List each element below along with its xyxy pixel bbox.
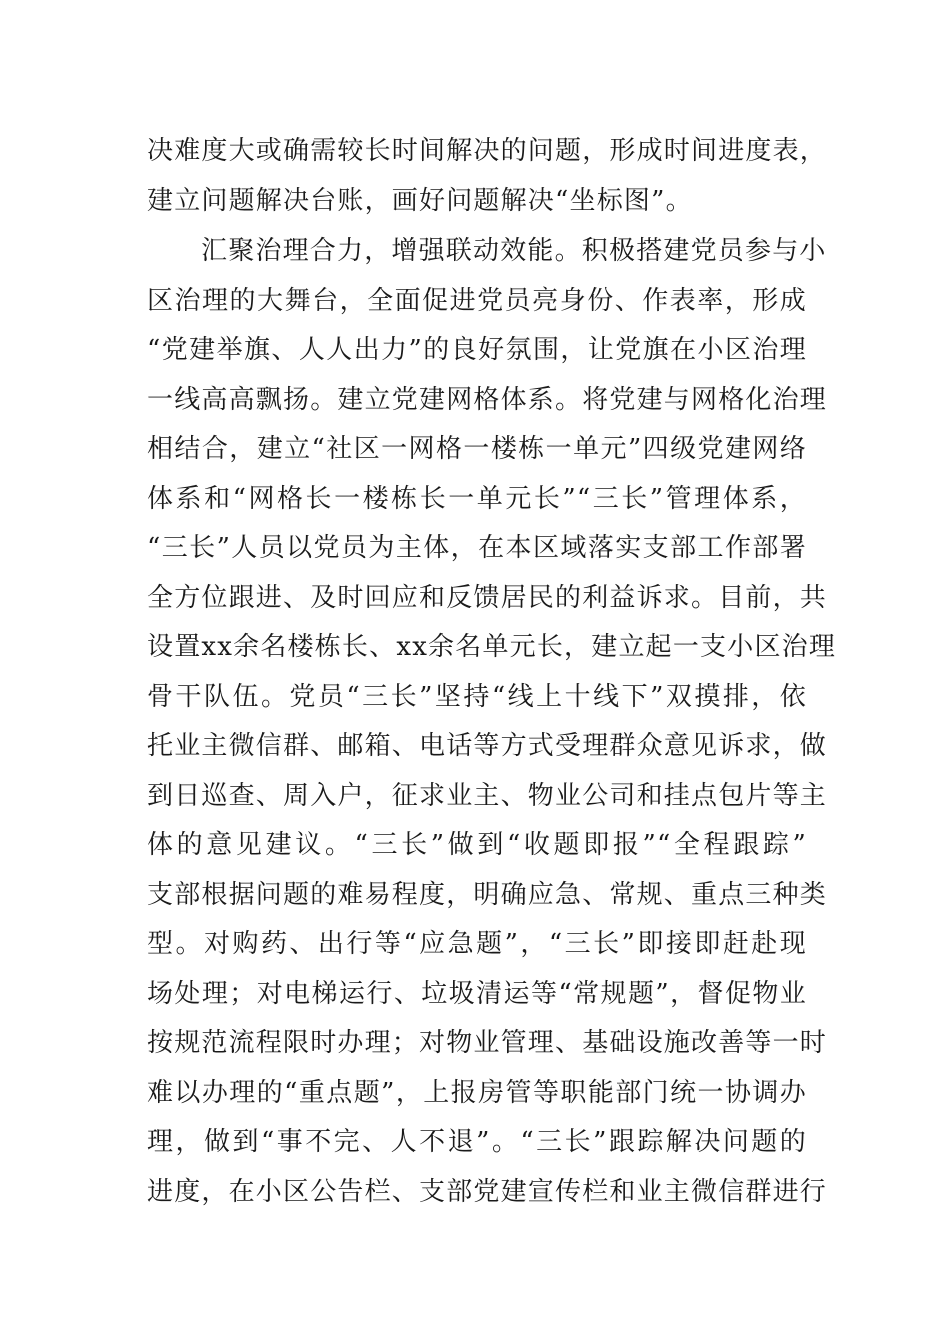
text-line: 型。对购药、出行等“应急题”，“三长”即接即赶赴现 bbox=[147, 929, 807, 959]
text-line: 相结合，建立“社区一网格一楼栋一单元”四级党建网络 bbox=[147, 434, 807, 464]
text-line: “党建举旗、人人出力”的良好氛围，让党旗在小区治理 bbox=[147, 335, 807, 365]
text-line: 到日巡查、周入户，征求业主、物业公司和挂点包片等主 bbox=[147, 780, 828, 811]
text-line: 体的意见建议。“三长”做到“收题即报”“全程跟踪” bbox=[147, 830, 807, 860]
text-line: 按规范流程限时办理；对物业管理、基础设施改善等一时 bbox=[147, 1028, 828, 1058]
text-line: 难以办理的“重点题”，上报房管等职能部门统一协调办 bbox=[147, 1077, 807, 1108]
text-line: 进度，在小区公告栏、支部党建宣传栏和业主微信群进行 bbox=[147, 1176, 828, 1207]
text-line: 设置xx余名楼栋长、xx余名单元长，建立起一支小区治理 bbox=[147, 632, 837, 662]
text-line: 汇聚治理合力，增强联动效能。积极搭建党员参与小 bbox=[201, 236, 827, 266]
text-line: 场处理；对电梯运行、垃圾清运等“常规题”，督促物业 bbox=[147, 978, 807, 1009]
paragraph-main bbox=[147, 227, 837, 1217]
text-line: 决难度大或确需较长时间解决的问题，形成时间进度表， bbox=[147, 136, 828, 166]
text-line: 区治理的大舞台，全面促进党员亮身份、作表率，形成 bbox=[147, 285, 807, 316]
text-line: 一线高高飘扬。建立党建网格体系。将党建与网格化治理 bbox=[147, 384, 828, 415]
text-line: 全方位跟进、及时回应和反馈居民的利益诉求。目前，共 bbox=[147, 582, 828, 613]
text-line: 骨干队伍。党员“三长”坚持“线上十线下”双摸排，依 bbox=[147, 681, 807, 712]
text-line: 理，做到“事不完、人不退”。“三长”跟踪解决问题的 bbox=[147, 1127, 807, 1157]
text-line: 建立问题解决台账，画好问题解决“坐标图”。 bbox=[147, 185, 693, 216]
text-line: 体系和“网格长一楼栋长一单元长”“三长”管理体系， bbox=[147, 483, 807, 514]
text-line: “三长”人员以党员为主体，在本区域落实支部工作部署 bbox=[147, 533, 807, 563]
text-line: 支部根据问题的难易程度，明确应急、常规、重点三种类 bbox=[147, 879, 828, 910]
text-line: 托业主微信群、邮箱、电话等方式受理群众意见诉求，做 bbox=[147, 731, 828, 761]
paragraph-continuation bbox=[147, 127, 828, 226]
